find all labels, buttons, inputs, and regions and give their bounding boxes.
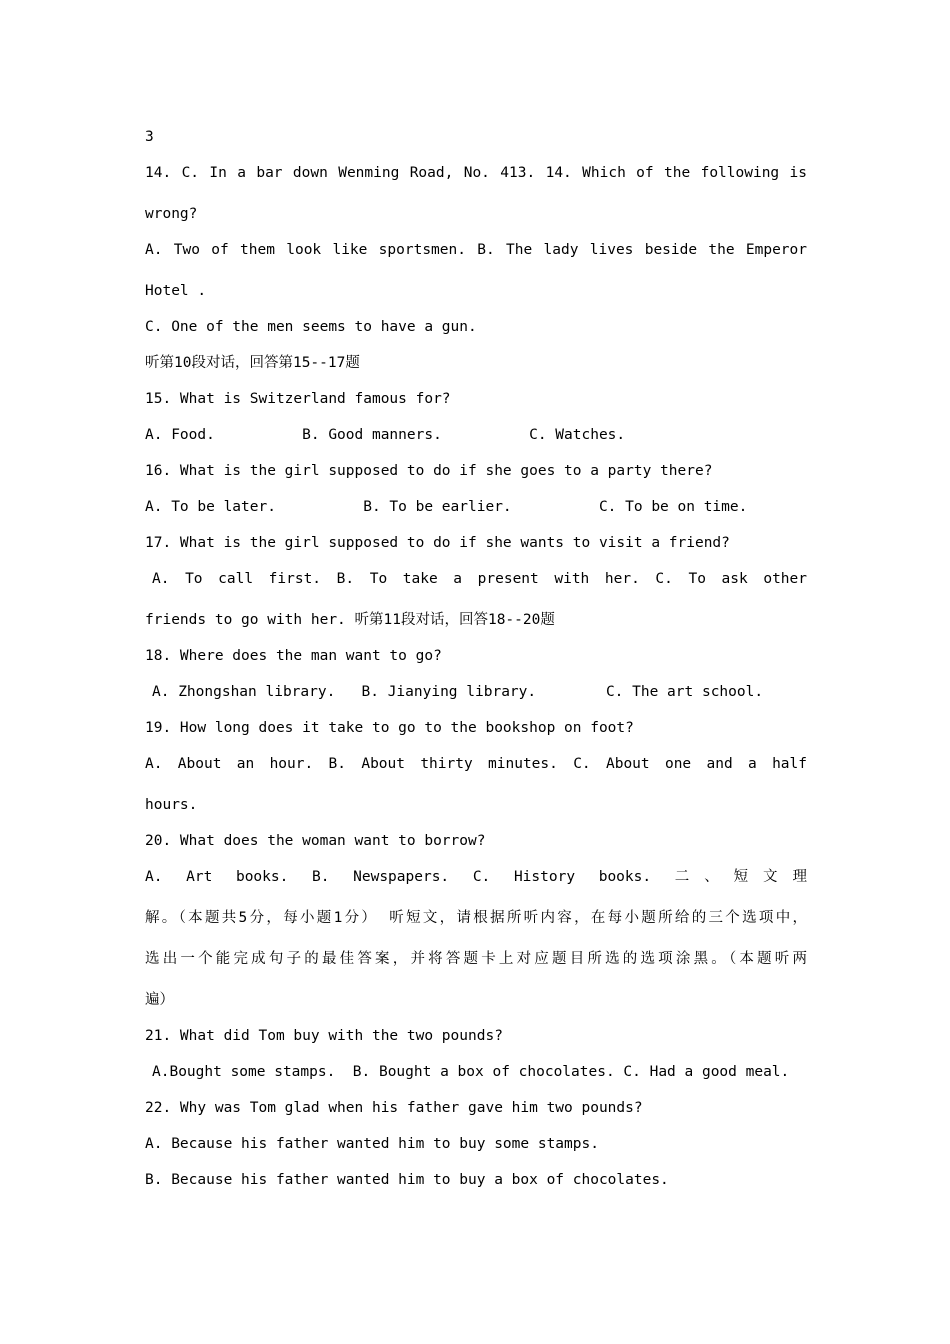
question: 15. What is Switzerland famous for? xyxy=(145,391,451,407)
options: A. Zhongshan library. B. Jianying library. C. The art school. xyxy=(152,684,764,700)
question: 16. What is the girl supposed to do if she goes to a party there? xyxy=(145,463,713,479)
options: A.Bought some stamps. B. Bought a box of chocolates. C. Had a good meal. xyxy=(152,1064,790,1080)
page-number: 3 xyxy=(145,129,154,145)
options: A. To call first. B. To take a present with her. C. To ask other xyxy=(152,571,807,587)
question: 19. How long does it take to go to the bookshop on foot? xyxy=(145,720,634,736)
text-line: hours. xyxy=(145,797,198,813)
text-line: friends to go with her. 听第11段对话，回答18--20题 xyxy=(145,612,555,628)
text-line: 14. C. In a bar down Wenming Road, No. 413. 14. Which of the following is xyxy=(145,165,807,181)
options: A. Food. B. Good manners. C. Watches. xyxy=(145,427,626,443)
text-line: C. One of the men seems to have a gun. xyxy=(145,319,477,335)
section-heading: 听第10段对话，回答第15--17题 xyxy=(145,355,360,371)
text-line: Hotel . xyxy=(145,283,207,299)
instruction-line: 选出一个能完成句子的最佳答案，并将答题卡上对应题目所选的选项涂黑。（本题听两 xyxy=(145,951,807,967)
instruction-line: 遍） xyxy=(145,992,174,1008)
question: 22. Why was Tom glad when his father gave him two pounds? xyxy=(145,1100,643,1116)
options: A. Art books. B. Newspapers. C. History books. 二、短文理 xyxy=(145,869,807,885)
question: 17. What is the girl supposed to do if she wants to visit a friend? xyxy=(145,535,730,551)
option: B. Because his father wanted him to buy a box of chocolates. xyxy=(145,1172,669,1188)
option: A. Because his father wanted him to buy some stamps. xyxy=(145,1136,599,1152)
question: 18. Where does the man want to go? xyxy=(145,648,442,664)
question: 20. What does the woman want to borrow? xyxy=(145,833,486,849)
question: 21. What did Tom buy with the two pounds? xyxy=(145,1028,503,1044)
options: A. About an hour. B. About thirty minutes. C. About one and a half xyxy=(145,756,807,772)
instruction-line: 解。（本题共5分，每小题1分） 听短文，请根据所听内容，在每小题所给的三个选项中， xyxy=(145,910,807,926)
options: A. To be later. B. To be earlier. C. To be on time. xyxy=(145,499,748,515)
text-line: A. Two of them look like sportsmen. B. The lady lives beside the Emperor xyxy=(145,242,807,258)
text-line: wrong? xyxy=(145,206,198,222)
